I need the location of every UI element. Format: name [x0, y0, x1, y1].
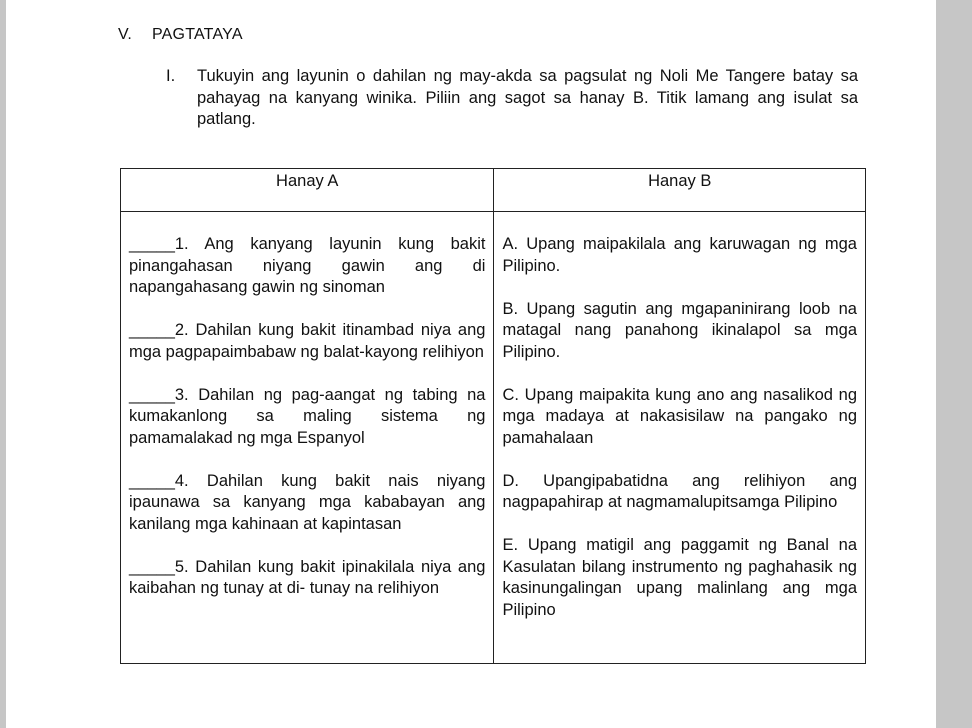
- hanay-a-item-3: _____3. Dahilan ng pag-aangat ng tabing na kumakanlong sa maling sistema ng pamamalakad ng mga Espanyol: [129, 385, 486, 447]
- hanay-a-column: [121, 212, 494, 664]
- table-header-row: [121, 169, 866, 212]
- hanay-b-option-d: D. Upangipabatidna ang relihiyon ang nagpapahirap at nagmamalupitsamga Pilipino: [502, 471, 857, 511]
- section-heading: [118, 26, 243, 44]
- hanay-b-column: [494, 212, 866, 664]
- document-page: [6, 0, 936, 728]
- header-hanay-b: Hanay B: [494, 169, 866, 212]
- hanay-a-item-1: _____1. Ang kanyang layunin kung bakit pinangahasan niyang gawin ang di napangahasang gawin ng sinoman: [129, 235, 486, 296]
- hanay-a-item-2: _____2. Dahilan kung bakit itinambad niya ang mga pagpapaimbabaw ng balat-kayong relihiyon: [129, 321, 486, 361]
- table-body-row: [121, 212, 866, 664]
- section-number: V.: [118, 26, 133, 43]
- hanay-a-item-5: _____5. Dahilan kung bakit ipinakilala niya ang kaibahan ng tunay at di- tunay na relihiyon: [129, 557, 486, 597]
- hanay-b-option-c: C. Upang maipakita kung ano ang nasalikod ng mga madaya at nakasisilaw na pangako ng pamahalaan: [502, 385, 857, 447]
- instruction-text: Tukuyin ang layunin o dahilan ng may-akda sa pagsulat ng Noli Me Tangere batay sa pahayag na kanyang winika. Piliin ang sagot sa hanay B. Titik lamang ang isulat sa patlang.: [197, 67, 858, 128]
- hanay-a-item-4: _____4. Dahilan kung bakit nais niyang ipaunawa sa kanyang mga kababayan ang kanilang mga kahinaan at kapintasan: [129, 471, 486, 533]
- hanay-b-option-b: B. Upang sagutin ang mgapaninirang loob na matagal nang panahong ikinalapol sa mga Pilipino.: [502, 299, 857, 361]
- instruction-paragraph: [166, 66, 858, 131]
- hanay-b-option-e: E. Upang matigil ang paggamit ng Banal na Kasulatan bilang instrumento ng paghahasik ng kasinungalingan upang malinlang ang mga Pilipino: [502, 536, 857, 619]
- instruction-number: I.: [166, 67, 176, 85]
- header-hanay-a: Hanay A: [121, 169, 494, 212]
- matching-table: [120, 168, 866, 664]
- hanay-b-option-a: A. Upang maipakilala ang karuwagan ng mga Pilipino.: [502, 235, 857, 275]
- section-title: PAGTATAYA: [152, 26, 243, 43]
